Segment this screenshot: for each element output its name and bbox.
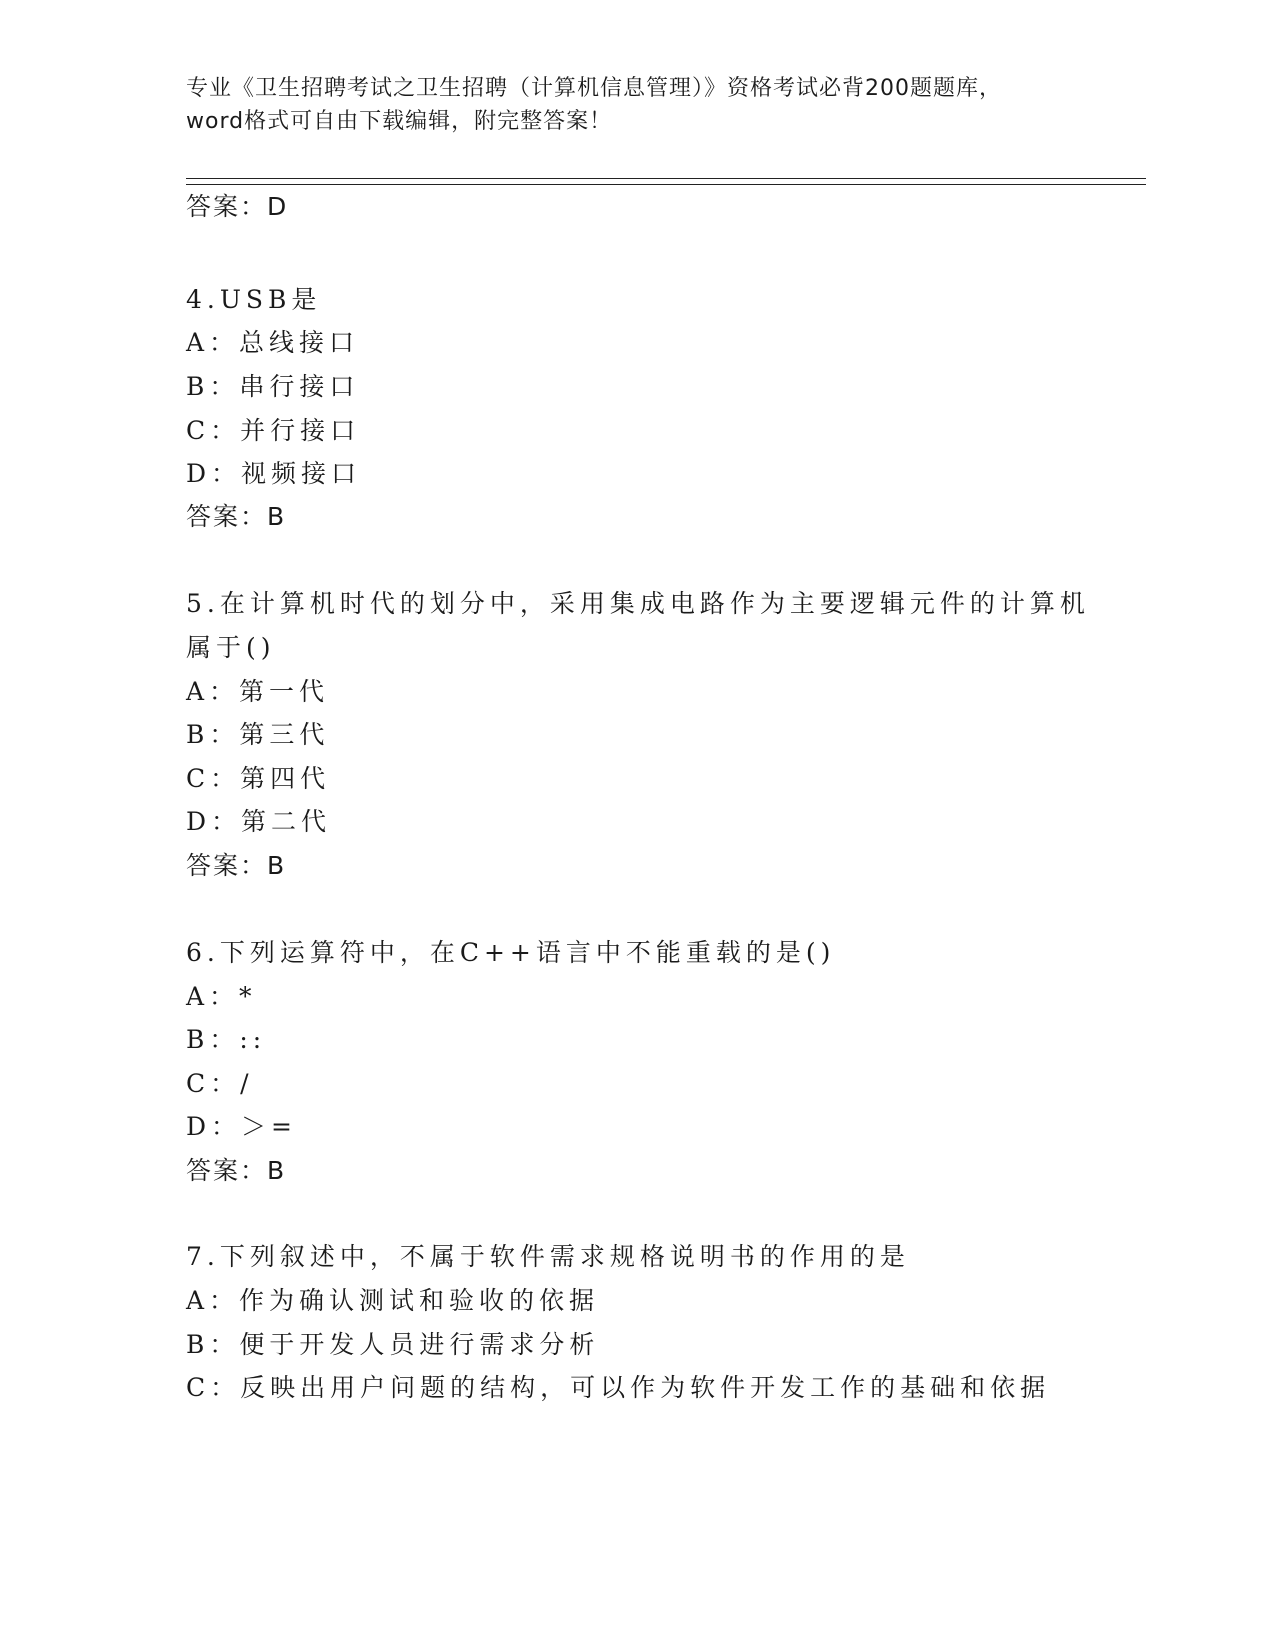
document-header — [186, 72, 1086, 138]
question-stem: 6.下列运算符中，在C++语言中不能重载的是() — [186, 938, 836, 967]
option-d: D：视频接口 — [186, 459, 362, 488]
option-c: C：反映出用户问题的结构，可以作为软件开发工作的基础和依据 — [186, 1373, 1051, 1402]
option-c: C：第四代 — [186, 764, 331, 793]
header-divider-top — [186, 178, 1146, 179]
option-b: B：串行接口 — [186, 372, 360, 401]
option-b: B：第三代 — [186, 720, 330, 749]
question-stem: 4.USB是 — [186, 285, 322, 314]
option-b: B：便于开发人员进行需求分析 — [186, 1330, 600, 1359]
option-a: A：作为确认测试和验收的依据 — [186, 1286, 600, 1315]
option-d: D：第二代 — [186, 807, 332, 836]
question-stem: 7.下列叙述中，不属于软件需求规格说明书的作用的是 — [186, 1242, 910, 1271]
header-divider-bottom — [186, 184, 1146, 185]
answer-line: 答案：B — [186, 502, 287, 531]
option-a: A：总线接口 — [186, 328, 360, 357]
option-b: B：:: — [186, 1025, 267, 1054]
option-a: A：第一代 — [186, 677, 330, 706]
header-line-1: 专业《卫生招聘考试之卫生招聘（计算机信息管理）》资格考试必背200题题库， — [186, 76, 1002, 101]
answer-line: 答案：B — [186, 851, 287, 880]
option-c: C：/ — [186, 1069, 254, 1098]
question-stem-continued: 属于() — [186, 633, 276, 662]
option-d: D：＞= — [186, 1112, 297, 1141]
answer-line: 答案：B — [186, 1156, 287, 1185]
option-c: C：并行接口 — [186, 416, 361, 445]
header-line-2: word格式可自由下载编辑，附完整答案！ — [186, 109, 613, 134]
option-a: A：* — [186, 982, 257, 1011]
question-stem: 5.在计算机时代的划分中，采用集成电路作为主要逻辑元件的计算机 — [186, 589, 1090, 618]
answer-line: 答案：D — [186, 192, 289, 221]
